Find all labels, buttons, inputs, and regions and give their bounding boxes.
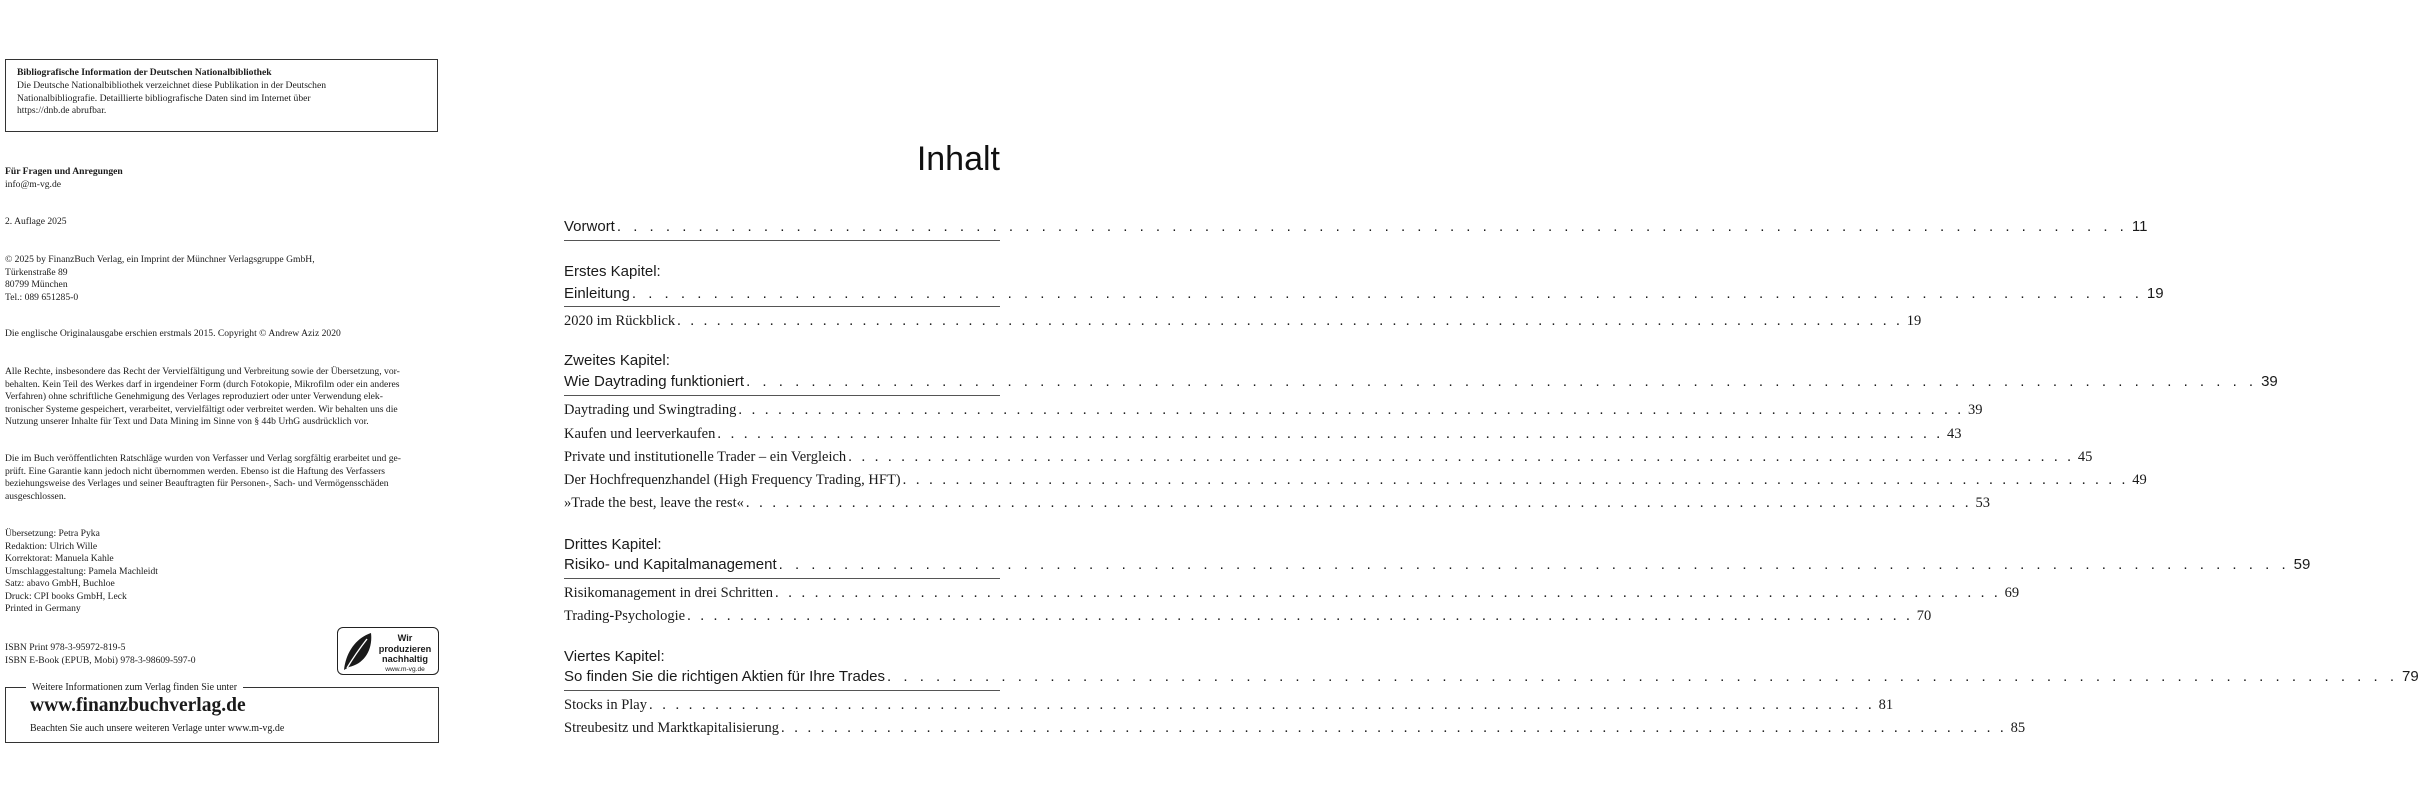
toc-leader-dots: . . . . . . . . . . . . . . . . . . . . . . . . . . . . . . . . . . . . . . . . . . . . . . . . . . . . . . . . . . . . . . . . . . . . . . . . . . . . . . . . . . . . . . . . . . . . . [616,218,2128,235]
toc-entry-label: Wie Daytrading funktioniert [564,373,745,390]
publisher-website-link[interactable]: www.finanzbuchverlag.de [30,695,246,716]
toc-entry-label: So finden Sie die richtigen Aktien für Ihre Trades [564,668,886,685]
copyright-line: © 2025 by FinanzBuch Verlag, ein Imprint der Münchner Verlagsgruppe GmbH, [5,254,315,265]
toc-entry-label: Streubesitz und Marktkapitalisierung [564,720,780,736]
toc-leader-dots: . . . . . . . . . . . . . . . . . . . . . . . . . . . . . . . . . . . . . . . . . . . . . . . . . . . . . . . . . . . . . . . . . . . . . . . . . . . . . . . . . . . . . . . . . . . . . [848,449,2074,465]
credit-translation: Übersetzung: Petra Pyka [5,528,100,539]
toc-leader-dots: . . . . . . . . . . . . . . . . . . . . . . . . . . . . . . . . . . . . . . . . . . . . . . . . . . . . . . . . . . . . . . . . . . . . . . . . . . . . . . . . . . . . . . . . . . . . . [887,668,2399,685]
rights-block [5,366,450,429]
edition-block [5,216,450,229]
contact-block [5,166,450,191]
rights-line: behalten. Kein Teil des Werkes darf in irgendeiner Form (durch Fotokopie, Mikrofilm oder ein anderes [5,378,400,390]
toc-leader-dots: . . . . . . . . . . . . . . . . . . . . . . . . . . . . . . . . . . . . . . . . . . . . . . . . . . . . . . . . . . . . . . . . . . . . . . . . . . . . . . . . . . . . . . . . . . . . . [778,556,2290,573]
bibliographic-info-box [5,59,438,132]
bibliographic-info-title: Bibliografische Information der Deutschen Nationalbibliothek [17,67,272,78]
toc-entry-chapter-4[interactable] [564,667,2419,687]
toc-page-number: 69 [2004,585,2020,601]
toc-divider [564,395,1000,396]
toc-entry-label: Der Hochfrequenzhandel (High Frequency Trading, HFT) [564,472,901,488]
publisher-info-box [5,682,439,743]
contact-email: info@m-vg.de [5,178,61,190]
toc-leader-dots: . . . . . . . . . . . . . . . . . . . . . . . . . . . . . . . . . . . . . . . . . . . . . . . . . . . . . . . . . . . . . . . . . . . . . . . . . . . . . . . . . . . . . . . . . . . . . [687,608,1913,624]
copyright-block [5,254,450,304]
sustainability-web: www.m-vg.de [385,665,425,673]
liability-block [5,453,450,503]
isbn-print: ISBN Print 978-3-95972-819-5 [5,642,126,653]
toc-leader-dots: . . . . . . . . . . . . . . . . . . . . . . . . . . . . . . . . . . . . . . . . . . . . . . . . . . . . . . . . . . . . . . . . . . . . . . . . . . . . . . . . . . . . . . . . . . . . . [745,495,1972,511]
publisher-info-legend: Weitere Informationen zum Verlag finden Sie unter [26,681,243,694]
toc-entry-section[interactable] [564,718,2026,738]
toc-leader-dots: . . . . . . . . . . . . . . . . . . . . . . . . . . . . . . . . . . . . . . . . . . . . . . . . . . . . . . . . . . . . . . . . . . . . . . . . . . . . . . . . . . . . . . . . . . . . . [781,720,2007,736]
toc-entry-label: Risikomanagement in drei Schritten [564,585,773,601]
toc-entry-label: Kaufen und leerverkaufen [564,426,716,442]
toc-entry-label: Daytrading und Swingtrading [564,402,737,418]
publisher-more-text: Beachten Sie auch unsere weiteren Verlage unter www.m-vg.de [30,723,285,734]
credit-printed-in: Printed in Germany [5,603,81,614]
toc-page-number: 53 [1975,495,1990,511]
toc-page-number: 39 [1968,402,1983,418]
toc-divider [564,306,1000,307]
toc-entry-section[interactable] [564,606,1932,626]
rights-line: Verfahren) ohne schriftliche Genehmigung des Verlages reproduziert oder unter Verwendung elek- [5,391,383,402]
toc-divider [564,240,1000,241]
sustainability-line-1: Wir produzieren [378,633,432,654]
toc-entry-section[interactable] [564,311,1922,331]
toc-entry-label: Trading-Psychologie [564,608,686,624]
original-edition-block [5,328,450,341]
toc-entry-label: 2020 im Rückblick [564,313,676,329]
toc-page-number: 81 [1878,697,1894,713]
toc-page-number: 79 [2402,668,2419,685]
credits-block [5,528,450,616]
isbn-ebook: ISBN E-Book (EPUB, Mobi) 978-3-98609-597-0 [5,654,196,666]
rights-line: Alle Rechte, insbesondere das Recht der Vervielfältigung und Verbreitung sowie der Übersetzung, vor- [5,366,400,377]
toc-page-number: 45 [2077,449,2093,465]
toc-page-number: 43 [1947,426,1962,442]
toc-title: Inhalt [916,140,1000,178]
toc-leader-dots: . . . . . . . . . . . . . . . . . . . . . . . . . . . . . . . . . . . . . . . . . . . . . . . . . . . . . . . . . . . . . . . . . . . . . . . . . . . . . . . . . . . . . . . . . . . . . [902,472,2129,488]
bibliographic-info-line: Nationalbibliografie. Detaillierte bibliografische Daten sind im Internet über [17,92,311,104]
sustainability-badge-text [374,633,436,675]
chapter-2-heading: Zweites Kapitel: [564,352,670,369]
address-city: 80799 München [5,279,68,290]
credit-proofreading: Korrektorat: Manuela Kahle [5,553,114,564]
toc-entry-foreword[interactable] [564,217,2148,237]
toc-leader-dots: . . . . . . . . . . . . . . . . . . . . . . . . . . . . . . . . . . . . . . . . . . . . . . . . . . . . . . . . . . . . . . . . . . . . . . . . . . . . . . . . . . . . . . . . . . . . . [775,585,2001,601]
bibliographic-info-line: Die Deutsche Nationalbibliothek verzeichnet diese Publikation in der Deutschen [17,79,327,91]
toc-page-number: 49 [2132,472,2147,488]
toc-entry-section[interactable] [564,400,1983,420]
toc-divider [564,578,1000,579]
toc-entry-section[interactable] [564,583,2020,603]
credit-editing: Redaktion: Ulrich Wille [5,540,98,552]
toc-entry-label: Vorwort [564,218,615,235]
toc-leader-dots: . . . . . . . . . . . . . . . . . . . . . . . . . . . . . . . . . . . . . . . . . . . . . . . . . . . . . . . . . . . . . . . . . . . . . . . . . . . . . . . . . . . . . . . . . . . . . [677,313,1903,329]
toc-entry-chapter-2[interactable] [564,372,2278,392]
toc-entry-chapter-1[interactable] [564,284,2164,304]
toc-entry-label: »Trade the best, leave the rest« [564,495,744,511]
toc-entry-section[interactable] [564,424,1962,444]
toc-page-number: 11 [2131,218,2148,235]
credit-typesetting: Satz: abavo GmbH, Buchloe [5,578,115,589]
toc-entry-label: Private und institutionelle Trader – ein Vergleich [564,449,847,465]
toc-leader-dots: . . . . . . . . . . . . . . . . . . . . . . . . . . . . . . . . . . . . . . . . . . . . . . . . . . . . . . . . . . . . . . . . . . . . . . . . . . . . . . . . . . . . . . . . . . . . . [631,285,2143,302]
liability-line: ausgeschlossen. [5,490,67,502]
table-of-contents-page [560,0,2419,800]
toc-page-number: 19 [1906,313,1922,329]
toc-entry-section[interactable] [564,493,1990,513]
toc-entry-section[interactable] [564,470,2147,490]
toc-entry-label: Risiko- und Kapitalmanagement [564,556,777,573]
toc-entry-section[interactable] [564,447,2093,467]
chapter-1-heading: Erstes Kapitel: [564,263,661,280]
edition-text: 2. Auflage 2025 [5,216,67,227]
toc-leader-dots: . . . . . . . . . . . . . . . . . . . . . . . . . . . . . . . . . . . . . . . . . . . . . . . . . . . . . . . . . . . . . . . . . . . . . . . . . . . . . . . . . . . . . . . . . . . . . [717,426,1943,442]
toc-entry-label: Stocks in Play [564,697,647,713]
liability-line: prüft. Eine Garantie kann jedoch nicht übernommen werden. Ebenso ist die Haftung des Verfassers [5,465,385,477]
address-street: Türkenstraße 89 [5,266,68,278]
toc-leader-dots: . . . . . . . . . . . . . . . . . . . . . . . . . . . . . . . . . . . . . . . . . . . . . . . . . . . . . . . . . . . . . . . . . . . . . . . . . . . . . . . . . . . . . . . . . . . . . [648,697,1875,713]
chapter-4-heading: Viertes Kapitel: [564,648,665,665]
credit-printing: Druck: CPI books GmbH, Leck [5,590,127,602]
toc-page-number: 85 [2010,720,2026,736]
liability-line: beziehungsweise des Verlages und seiner Beauftragten für Personen-, Sach- und Vermögensschäden [5,478,389,489]
original-edition-text: Die englische Originalausgabe erschien erstmals 2015. Copyright © Andrew Aziz 2020 [5,328,341,339]
sustainability-badge [337,627,439,675]
toc-entry-label: Einleitung [564,285,630,302]
toc-leader-dots: . . . . . . . . . . . . . . . . . . . . . . . . . . . . . . . . . . . . . . . . . . . . . . . . . . . . . . . . . . . . . . . . . . . . . . . . . . . . . . . . . . . . . . . . . . . . . [738,402,1964,418]
toc-page-number: 59 [2293,556,2311,573]
liability-line: Die im Buch veröffentlichten Ratschläge wurden von Verfasser und Verlag sorgfältig erarbeitet und ge- [5,453,401,464]
toc-entry-section[interactable] [564,695,1894,715]
phone-number: Tel.: 089 651285-0 [5,291,79,303]
rights-line: Nutzung unserer Inhalte für Text und Data Mining im Sinne von § 44b UrhG ausdrücklich vor. [5,416,369,427]
rights-line: tronischer Systeme gespeichert, verarbeitet, vervielfältigt oder verbreitet werden. Wir behalten uns die [5,403,398,415]
toc-page-number: 19 [2146,285,2164,302]
toc-page-number: 39 [2261,373,2278,390]
sustainability-line-2: nachhaltig [382,654,428,664]
credit-cover-design: Umschlaggestaltung: Pamela Machleidt [5,565,158,577]
toc-page-number: 70 [1916,608,1932,624]
contact-title: Für Fragen und Anregungen [5,166,123,177]
toc-entry-chapter-3[interactable] [564,555,2311,575]
imprint-page [0,0,470,800]
chapter-3-heading: Drittes Kapitel: [564,536,662,553]
bibliographic-info-line: https://dnb.de abrufbar. [17,105,107,117]
leaf-icon [340,630,374,672]
toc-leader-dots: . . . . . . . . . . . . . . . . . . . . . . . . . . . . . . . . . . . . . . . . . . . . . . . . . . . . . . . . . . . . . . . . . . . . . . . . . . . . . . . . . . . . . . . . . . . . . [746,373,2258,390]
toc-divider [564,690,1000,691]
